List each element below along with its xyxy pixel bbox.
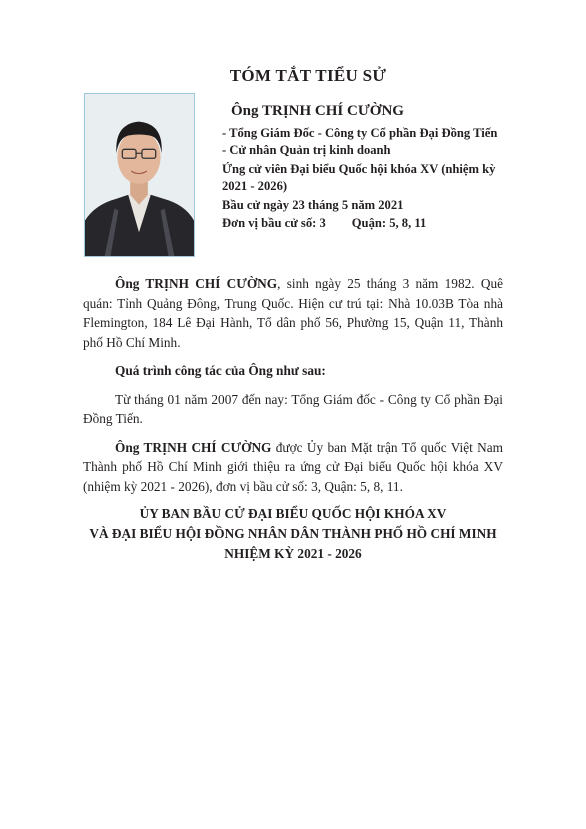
- issuing-committee: [83, 504, 503, 564]
- position-line: - Tổng Giám Đốc - Công ty Cổ phần Đại Đồng Tiến: [222, 125, 498, 140]
- electoral-unit: Đơn vị bầu cử số: 3: [222, 216, 326, 230]
- committee-line-3: NHIỆM KỲ 2021 - 2026: [224, 546, 362, 561]
- work-history-text: Từ tháng 01 năm 2007 đến nay: Tổng Giám đốc - Công ty Cổ phần Đại Đồng Tiến.: [83, 391, 503, 426]
- election-date-line: Bầu cử ngày 23 tháng 5 năm 2021: [222, 197, 404, 212]
- committee-line-1: ỦY BAN BẦU CỬ ĐẠI BIỂU QUỐC HỘI KHÓA XV: [139, 506, 447, 521]
- bio-paragraph-1: [83, 274, 503, 352]
- bio-name-1: Ông TRỊNH CHÍ CƯỜNG: [115, 276, 278, 291]
- bio-text-3: được Ủy ban Mặt trận Tổ quốc Việt Nam Thành phố Hồ Chí Minh giới thiệu ra ứng cử Đại biểu Quốc hội khóa XV (nhiệm kỳ 2021 - 2026), đơn vị bầu cử số: 3, Quận: 5, 8, 11.: [83, 439, 504, 494]
- candidacy-line: Ứng cử viên Đại biểu Quốc hội khóa XV (nhiệm kỳ 2021 - 2026): [222, 161, 496, 193]
- bio-paragraph-3: [83, 438, 503, 497]
- document-title: TÓM TẮT TIỂU SỬ: [229, 66, 387, 85]
- education-line: - Cử nhân Quản trị kinh doanh: [222, 143, 391, 157]
- biography-body: [83, 274, 503, 505]
- bio-name-3: Ông TRỊNH CHÍ CƯỜNG: [115, 439, 272, 455]
- electoral-unit-line: [222, 215, 512, 233]
- work-history-heading: Quá trình công tác của Ông như sau:: [115, 363, 326, 378]
- bio-text-1: , sinh ngày 25 tháng 3 năm 1982. Quê quán: Tỉnh Quảng Đông, Trung Quốc. Hiện cư trú tại: Nhà 10.03B Tòa nhà Flemington, 184 Lê Đại Hành, Tổ dân phố 56, Phường 15, Quận 11, Thành phố Hồ Chí Minh.: [83, 276, 503, 350]
- electoral-districts: Quận: 5, 8, 11: [351, 216, 427, 230]
- candidate-summary: [222, 103, 512, 233]
- candidate-portrait: [84, 93, 195, 257]
- portrait-image: [85, 94, 194, 256]
- candidate-name: Ông TRỊNH CHÍ CƯỜNG: [231, 103, 404, 119]
- committee-line-2: VÀ ĐẠI BIỂU HỘI ĐỒNG NHÂN DÂN THÀNH PHỐ HỒ CHÍ MINH: [89, 526, 497, 541]
